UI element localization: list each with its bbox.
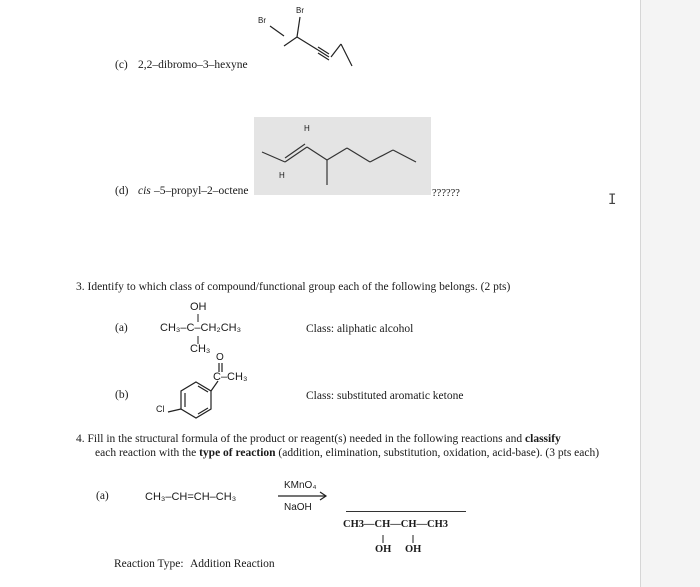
h-top-label: H — [304, 124, 310, 133]
br-left-label: Br — [258, 16, 266, 25]
q4a-reagent-bottom: NaOH — [284, 502, 312, 513]
q4-line2-end: (addition, elimination, substitution, oxidation, acid-base). (3 pts each) — [275, 447, 600, 459]
br-top-label: Br — [296, 6, 304, 15]
part-c-label: (c) — [115, 59, 128, 71]
text-cursor-icon: I — [608, 192, 617, 208]
q4a-product-oh2: OH — [405, 544, 422, 555]
q3a-answer: Class: aliphatic alcohol — [306, 323, 414, 335]
unknown-answer: ?????? — [432, 188, 460, 199]
h-bottom-label: H — [279, 171, 285, 180]
q3b-answer: Class: substituted aromatic ketone — [306, 390, 464, 402]
q3a-oh: OH — [190, 301, 207, 313]
q3b-chlorine: Cl — [156, 404, 165, 414]
q4-line2-bold: type of reaction — [199, 447, 276, 459]
part-d-label: (d) — [115, 185, 129, 197]
q4a-product-main: CH3—CH—CH—CH3 — [343, 519, 448, 530]
q3b-label: (b) — [115, 389, 129, 401]
q4a-reactant: CH₃–CH=CH–CH₃ — [145, 491, 237, 503]
q4-line2-start: each reaction with the — [95, 447, 200, 459]
q3b-acetyl: C–CH₃ — [213, 371, 248, 383]
q4a-product-oh1: OH — [375, 544, 392, 555]
part-d-name: –5–propyl–2–octene — [154, 185, 249, 197]
part-c-name: 2,2–dibromo–3–hexyne — [138, 59, 248, 71]
q3a-label: (a) — [115, 322, 128, 334]
reaction-type-label: Reaction Type: — [114, 558, 184, 570]
q4a-label: (a) — [96, 490, 109, 502]
q3a-ch3-below: CH₃ — [190, 343, 211, 355]
q4-prompt-bold: classify — [525, 433, 561, 445]
q4a-reagent-top: KMnO₄ — [284, 480, 317, 491]
q4-prompt-start: 4. Fill in the structural formula of the product or reagent(s) needed in the following reactions and — [76, 433, 526, 445]
q3b-oxygen: O — [216, 352, 224, 363]
reaction-type-value: Addition Reaction — [190, 558, 275, 570]
question-3-prompt: 3. Identify to which class of compound/functional group each of the following belongs. (2 pts) — [76, 281, 511, 293]
part-d-name-prefix: cis — [138, 185, 151, 197]
q3a-main-formula: CH₃–C–CH₂CH₃ — [160, 322, 242, 334]
